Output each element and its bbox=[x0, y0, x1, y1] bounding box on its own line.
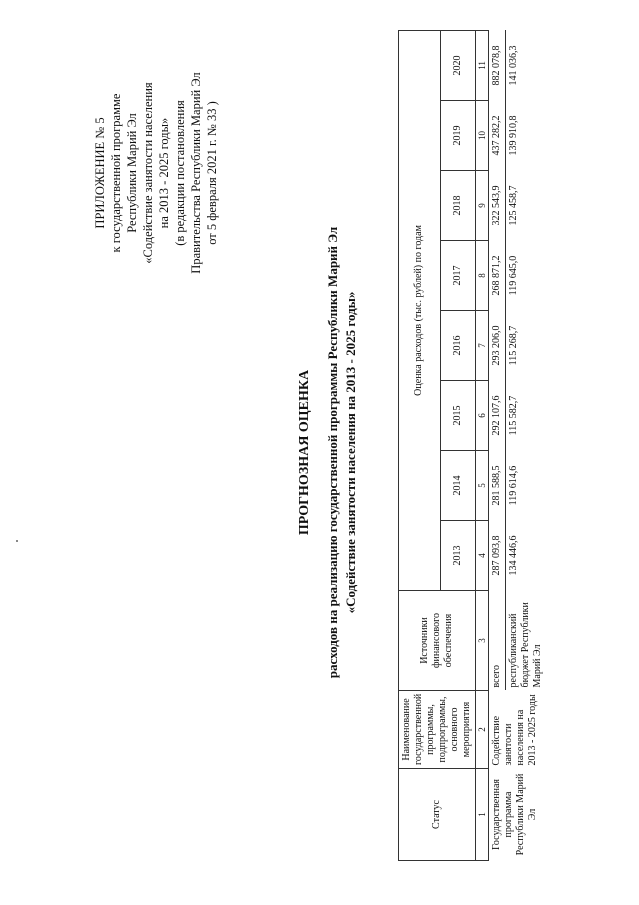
column-number: 4 bbox=[476, 521, 489, 591]
title-main: ПРОГНОЗНАЯ ОЦЕНКА bbox=[297, 369, 312, 536]
column-number: 3 bbox=[476, 591, 489, 691]
column-number: 1 bbox=[476, 769, 489, 861]
row-value: 322 543,9 bbox=[489, 171, 506, 241]
row-value: 287 093,8 bbox=[489, 521, 506, 591]
row-status: Государственная программа Республики Марий Эл bbox=[489, 769, 547, 861]
row-value: 139 910,8 bbox=[506, 101, 547, 171]
column-number: 2 bbox=[476, 691, 489, 769]
appendix-line: «Содействие занятости населения bbox=[141, 82, 155, 264]
appendix-block bbox=[92, 53, 220, 293]
column-number: 7 bbox=[476, 311, 489, 381]
row-value: 437 282,2 bbox=[489, 101, 506, 171]
year-header: 2013 bbox=[440, 521, 475, 591]
expense-table bbox=[398, 30, 546, 861]
year-header: 2017 bbox=[440, 241, 475, 311]
row-value: 125 458,7 bbox=[506, 171, 547, 241]
row-value: 115 268,7 bbox=[506, 311, 547, 381]
row-value: 268 871,2 bbox=[489, 241, 506, 311]
document-title bbox=[296, 90, 360, 815]
year-header: 2014 bbox=[440, 451, 475, 521]
header-row bbox=[399, 30, 441, 860]
column-number: 9 bbox=[476, 171, 489, 241]
appendix-line: ПРИЛОЖЕНИЕ № 5 bbox=[93, 117, 107, 229]
header-status: Статус bbox=[399, 769, 476, 861]
year-header: 2020 bbox=[440, 30, 475, 100]
column-number: 10 bbox=[476, 101, 489, 171]
row-value: 292 107,6 bbox=[489, 381, 506, 451]
header-source: Источники финансового обеспечения bbox=[399, 591, 476, 691]
year-header: 2016 bbox=[440, 311, 475, 381]
appendix-line: (в редакции постановления bbox=[173, 100, 187, 246]
row-value: 119 614,6 bbox=[506, 451, 547, 521]
appendix-line: на 2013 - 2025 годы» bbox=[157, 117, 171, 229]
appendix-line: Правительства Республики Марий Эл bbox=[189, 72, 203, 274]
row-value: 115 582,7 bbox=[506, 381, 547, 451]
title-line-2: «Содействие занятости населения на 2013 - 2025 годы» bbox=[343, 291, 358, 614]
row-source: всего bbox=[489, 591, 506, 691]
header-estimate: Оценка расходов (тыс. рублей) по годам bbox=[399, 30, 441, 590]
scan-speck bbox=[16, 540, 18, 542]
column-number: 5 bbox=[476, 451, 489, 521]
header-name: Наименование государственной программы, подпрограммы, основного мероприятия bbox=[399, 691, 476, 769]
row-value: 134 446,6 bbox=[506, 521, 547, 591]
column-number-row bbox=[476, 30, 489, 860]
column-number: 6 bbox=[476, 381, 489, 451]
table-row bbox=[489, 30, 506, 860]
row-name: Содействие занятости населения на 2013 - 2025 годы bbox=[489, 691, 547, 769]
year-header: 2015 bbox=[440, 381, 475, 451]
appendix-line: Республики Марий Эл bbox=[125, 113, 139, 233]
title-line-1: расходов на реализацию государственной программы Республики Марий Эл bbox=[325, 226, 340, 679]
year-header: 2018 bbox=[440, 171, 475, 241]
year-header: 2019 bbox=[440, 101, 475, 171]
appendix-line: к государственной программе bbox=[109, 93, 123, 253]
column-number: 8 bbox=[476, 241, 489, 311]
row-value: 119 645,0 bbox=[506, 241, 547, 311]
appendix-line: от 5 февраля 2021 г. № 33 ) bbox=[205, 101, 219, 245]
row-value: 882 078,8 bbox=[489, 30, 506, 100]
row-value: 141 036,3 bbox=[506, 30, 547, 100]
row-value: 281 588,5 bbox=[489, 451, 506, 521]
column-number: 11 bbox=[476, 30, 489, 100]
row-source: республиканский бюджет Республики Марий Эл bbox=[506, 591, 547, 691]
row-value: 293 206,0 bbox=[489, 311, 506, 381]
